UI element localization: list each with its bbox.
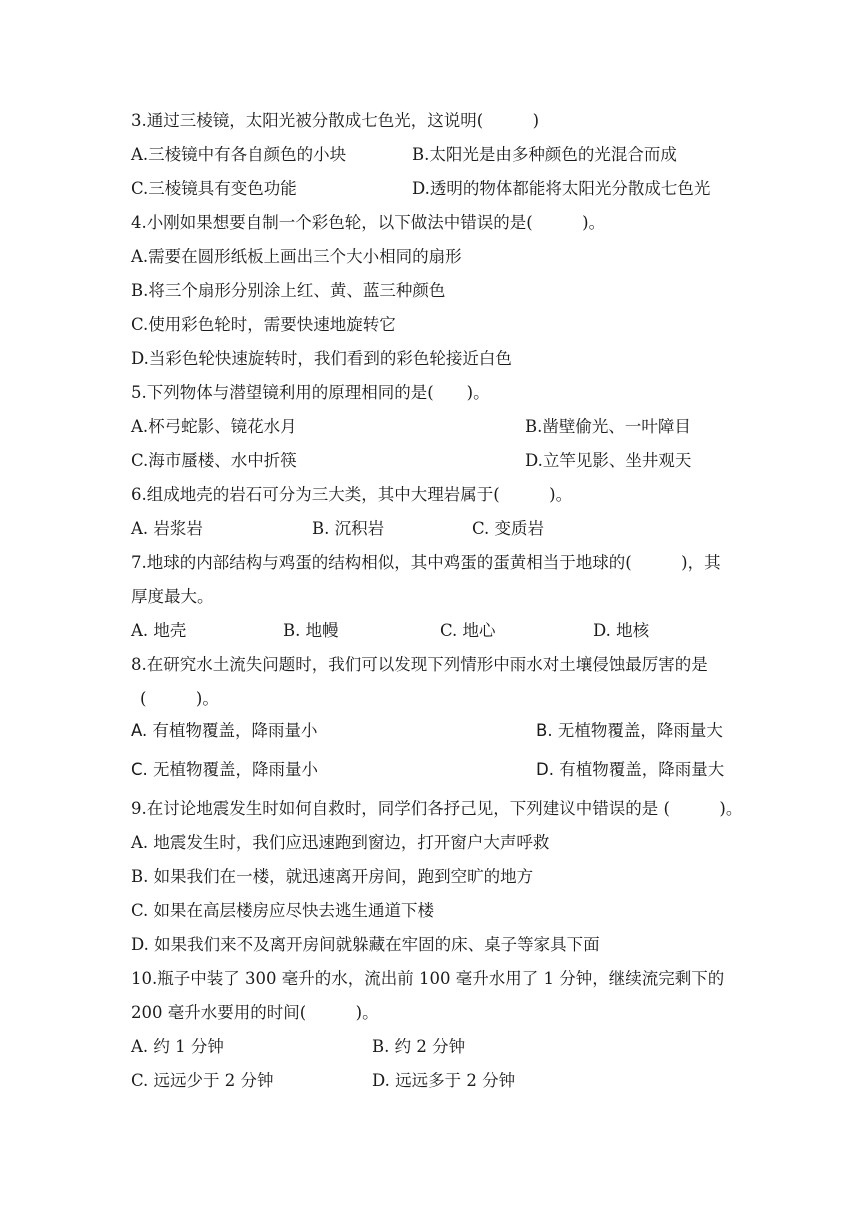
question-9-option-c: C. 如果在高层楼房应尽快去逃生通道下楼 [131, 901, 435, 920]
question-6-stem: 6.组成地壳的岩石可分为三大类，其中大理岩属于( )。 [131, 485, 573, 504]
question-10-option-c: C. 远远少于 2 分钟 [131, 1071, 274, 1090]
question-9-option-d: D. 如果我们来不及离开房间就躲藏在牢固的床、桌子等家具下面 [131, 935, 600, 954]
question-3-stem: 3.通过三棱镜，太阳光被分散成七色光，这说明( ) [131, 111, 540, 130]
question-3-option-a: A.三棱镜中有各自颜色的小块 [131, 145, 347, 164]
question-6-option-a: A. 岩浆岩 [131, 519, 203, 538]
question-10-stem-line1: 10.瓶子中装了 300 毫升的水，流出前 100 毫升水用了 1 分钟，继续流完剩下的 [131, 969, 725, 988]
question-7-option-a: A. 地壳 [131, 621, 187, 640]
option-letter: D. [536, 760, 554, 779]
question-4-option-b: B.将三个扇形分别涂上红、黄、蓝三种颜色 [131, 281, 446, 300]
question-4-option-a: A.需要在圆形纸板上画出三个大小相同的扇形 [131, 247, 462, 266]
question-9-option-b: B. 如果我们在一楼，就迅速离开房间，跑到空旷的地方 [131, 867, 534, 886]
question-4-stem: 4.小刚如果想要自制一个彩色轮，以下做法中错误的是( )。 [131, 213, 606, 232]
question-5-option-d: D.立竿见影、坐井观天 [525, 451, 692, 470]
question-10-option-a: A. 约 1 分钟 [131, 1037, 224, 1056]
question-6-option-b: B. 沉积岩 [312, 519, 385, 538]
question-8-stem-line1: 8.在研究水土流失问题时，我们可以发现下列情形中雨水对土壤侵蚀最厉害的是 [131, 655, 708, 674]
question-5-option-c: C.海市蜃楼、水中折筷 [131, 451, 297, 470]
question-3-option-b: B.太阳光是由多种颜色的光混合而成 [412, 145, 677, 164]
question-8-option-d [536, 759, 724, 781]
question-6-option-c: C. 变质岩 [472, 519, 545, 538]
question-9-option-a: A. 地震发生时，我们应迅速跑到窗边，打开窗户大声呼救 [131, 833, 550, 852]
question-5-option-b: B.凿壁偷光、一叶障目 [525, 417, 691, 436]
option-text: 无植物覆盖，降雨量小 [153, 760, 319, 779]
question-3-option-c: C.三棱镜具有变色功能 [131, 179, 297, 198]
option-text: 无植物覆盖，降雨量大 [557, 721, 723, 740]
question-10-option-d: D. 远远多于 2 分钟 [372, 1071, 516, 1090]
question-3-option-d: D.透明的物体都能将太阳光分散成七色光 [412, 179, 711, 198]
option-text: 有植物覆盖，降雨量大 [559, 760, 725, 779]
question-4-option-d: D.当彩色轮快速旋转时，我们看到的彩色轮接近白色 [131, 349, 512, 368]
option-letter: A. [131, 721, 148, 740]
question-9-stem: 9.在讨论地震发生时如何自救时，同学们各抒己见，下列建议中错误的是 ( )。 [131, 799, 743, 818]
question-8-option-b [536, 720, 723, 742]
question-8-option-c [131, 759, 318, 781]
question-7-stem-line2: 厚度最大。 [131, 587, 214, 606]
option-text: 有植物覆盖，降雨量小 [152, 721, 318, 740]
question-4-option-c: C.使用彩色轮时，需要快速地旋转它 [131, 315, 396, 334]
question-7-option-d: D. 地核 [593, 621, 650, 640]
question-10-option-b: B. 约 2 分钟 [372, 1037, 466, 1056]
question-5-stem: 5.下列物体与潜望镜利用的原理相同的是( )。 [131, 383, 490, 402]
question-8-option-a [131, 720, 318, 742]
option-letter: C. [131, 760, 148, 779]
question-5-option-a: A.杯弓蛇影、镜花水月 [131, 417, 297, 436]
option-letter: B. [536, 721, 553, 740]
question-10-stem-line2: 200 毫升水要用的时间( )。 [131, 1003, 379, 1022]
question-8-stem-line2: ( )。 [140, 689, 219, 708]
question-7-option-b: B. 地幔 [283, 621, 339, 640]
question-7-option-c: C. 地心 [440, 621, 496, 640]
question-7-stem-line1: 7.地球的内部结构与鸡蛋的结构相似，其中鸡蛋的蛋黄相当于地球的( )，其 [131, 553, 721, 572]
